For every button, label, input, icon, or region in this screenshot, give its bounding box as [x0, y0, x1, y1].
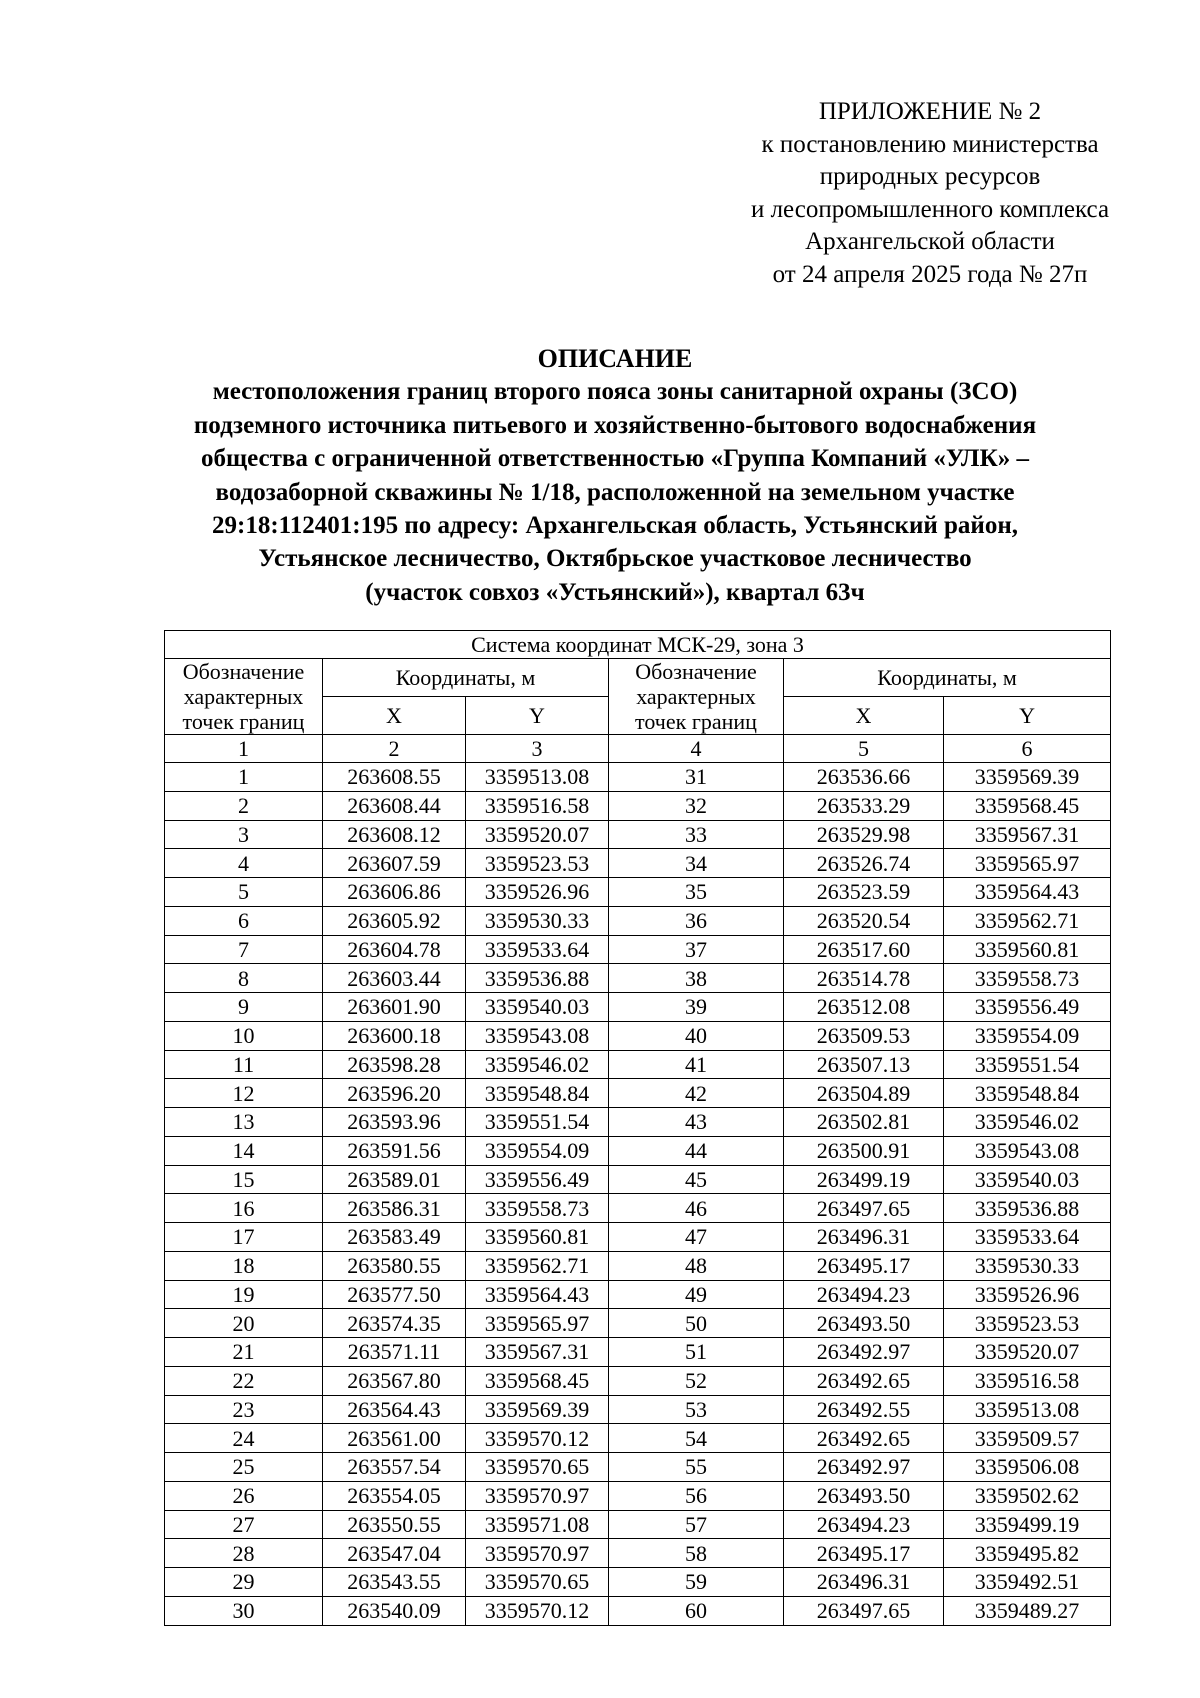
point-number-cell: 39 [609, 993, 784, 1022]
column-number-row [165, 735, 1111, 763]
x-coordinate-cell: 263495.17 [784, 1251, 944, 1280]
point-number-cell: 19 [165, 1280, 323, 1309]
y-coordinate-cell: 3359558.73 [466, 1194, 609, 1223]
point-number-cell: 34 [609, 849, 784, 878]
point-number-cell: 49 [609, 1280, 784, 1309]
x-coordinate-cell: 263492.97 [784, 1453, 944, 1482]
point-number-cell: 46 [609, 1194, 784, 1223]
x-coordinate-cell: 263497.65 [784, 1194, 944, 1223]
table-row [165, 906, 1111, 935]
table-row [165, 1338, 1111, 1367]
y-coordinate-cell: 3359523.53 [466, 849, 609, 878]
y-coordinate-cell: 3359530.33 [466, 906, 609, 935]
y-coordinate-cell: 3359506.08 [944, 1453, 1111, 1482]
appendix-header [700, 96, 1160, 292]
appendix-line: от 24 апреля 2025 года № 27п [772, 260, 1088, 288]
y-coordinate-cell: 3359499.19 [944, 1510, 1111, 1539]
x-coordinate-cell: 263494.23 [784, 1510, 944, 1539]
point-number-cell: 18 [165, 1251, 323, 1280]
x-coordinate-cell: 263557.54 [323, 1453, 466, 1482]
x-coordinate-cell: 263492.65 [784, 1424, 944, 1453]
point-number-cell: 10 [165, 1021, 323, 1050]
point-number-cell: 24 [165, 1424, 323, 1453]
x-coordinate-cell: 263495.17 [784, 1539, 944, 1568]
y-coordinate-cell: 3359570.97 [466, 1539, 609, 1568]
x-coordinate-cell: 263591.56 [323, 1136, 466, 1165]
table-row [165, 1223, 1111, 1252]
y-coordinate-cell: 3359560.81 [944, 935, 1111, 964]
point-number-cell: 28 [165, 1539, 323, 1568]
table-row [165, 1366, 1111, 1395]
point-number-cell: 8 [165, 964, 323, 993]
table-row [165, 1395, 1111, 1424]
table-row [165, 1539, 1111, 1568]
y-coordinate-cell: 3359562.71 [944, 906, 1111, 935]
point-number-cell: 40 [609, 1021, 784, 1050]
y-coordinate-cell: 3359495.82 [944, 1539, 1111, 1568]
y-coordinate-cell: 3359546.02 [944, 1108, 1111, 1137]
subtitle-line: (участок совхоз «Устьянский»), квартал 63ч [365, 578, 865, 606]
x-coordinate-cell: 263492.55 [784, 1395, 944, 1424]
y-coordinate-cell: 3359554.09 [466, 1136, 609, 1165]
y-coordinate-cell: 3359567.31 [944, 820, 1111, 849]
point-number-cell: 59 [609, 1568, 784, 1597]
x-coordinate-cell: 263492.97 [784, 1338, 944, 1367]
y-coordinate-cell: 3359543.08 [466, 1021, 609, 1050]
subtitle-line: водозаборной скважины № 1/18, расположенной на земельном участке [215, 478, 1015, 506]
y-coordinate-cell: 3359568.45 [944, 791, 1111, 820]
document-title-block [100, 342, 1130, 609]
point-number-cell: 5 [165, 878, 323, 907]
point-number-cell: 32 [609, 791, 784, 820]
point-number-cell: 53 [609, 1395, 784, 1424]
x-coordinate-cell: 263577.50 [323, 1280, 466, 1309]
y-coordinate-cell: 3359546.02 [466, 1050, 609, 1079]
y-coordinate-cell: 3359570.12 [466, 1596, 609, 1625]
point-number-cell: 20 [165, 1309, 323, 1338]
point-number-cell: 4 [165, 849, 323, 878]
subtitle-line: Устьянское лесничество, Октябрьское участковое лесничество [258, 545, 972, 573]
y-coordinate-cell: 3359556.49 [466, 1165, 609, 1194]
point-number-cell: 35 [609, 878, 784, 907]
y-coordinate-cell: 3359492.51 [944, 1568, 1111, 1597]
x-coordinate-cell: 263574.35 [323, 1309, 466, 1338]
point-number-cell: 16 [165, 1194, 323, 1223]
x-coordinate-cell: 263543.55 [323, 1568, 466, 1597]
y-coordinate-cell: 3359570.12 [466, 1424, 609, 1453]
x-coordinate-cell: 263608.44 [323, 791, 466, 820]
x-coordinate-cell: 263603.44 [323, 964, 466, 993]
y-coordinate-cell: 3359565.97 [466, 1309, 609, 1338]
point-number-cell: 15 [165, 1165, 323, 1194]
y-coordinate-cell: 3359523.53 [944, 1309, 1111, 1338]
x-coordinate-cell: 263540.09 [323, 1596, 466, 1625]
y-coordinate-cell: 3359533.64 [466, 935, 609, 964]
point-number-cell: 37 [609, 935, 784, 964]
x-coordinate-cell: 263507.13 [784, 1050, 944, 1079]
point-number-cell: 54 [609, 1424, 784, 1453]
x-coordinate-cell: 263496.31 [784, 1568, 944, 1597]
y-coordinate-cell: 3359540.03 [944, 1165, 1111, 1194]
point-number-cell: 17 [165, 1223, 323, 1252]
y-coordinate-cell: 3359551.54 [944, 1050, 1111, 1079]
point-number-cell: 36 [609, 906, 784, 935]
y-coordinate-cell: 3359558.73 [944, 964, 1111, 993]
x-coordinate-cell: 263593.96 [323, 1108, 466, 1137]
point-number-cell: 30 [165, 1596, 323, 1625]
column-number: 2 [323, 735, 466, 763]
table-header-row [165, 659, 1111, 697]
point-number-cell: 21 [165, 1338, 323, 1367]
x-coordinate-cell: 263502.81 [784, 1108, 944, 1137]
x-coordinate-cell: 263536.66 [784, 763, 944, 792]
subtitle-line: подземного источника питьевого и хозяйственно-бытового водоснабжения [193, 411, 1037, 439]
table-system-row [165, 631, 1111, 659]
appendix-line: к постановлению министерства [761, 130, 1099, 158]
coordinates-table [164, 630, 1111, 1626]
column-number: 3 [466, 735, 609, 763]
table-row [165, 791, 1111, 820]
y-coordinate-cell: 3359516.58 [944, 1366, 1111, 1395]
point-number-cell: 50 [609, 1309, 784, 1338]
x-coordinate-cell: 263497.65 [784, 1596, 944, 1625]
y-coordinate-cell: 3359568.45 [466, 1366, 609, 1395]
y-header: Y [944, 697, 1111, 735]
y-coordinate-cell: 3359536.88 [944, 1194, 1111, 1223]
table-row [165, 1050, 1111, 1079]
column-number: 6 [944, 735, 1111, 763]
x-coordinate-cell: 263596.20 [323, 1079, 466, 1108]
x-coordinate-cell: 263504.89 [784, 1079, 944, 1108]
table-row [165, 1280, 1111, 1309]
x-coordinate-cell: 263607.59 [323, 849, 466, 878]
x-header: X [784, 697, 944, 735]
subtitle-line: 29:18:112401:195 по адресу: Архангельская область, Устьянский район, [212, 512, 1018, 540]
x-coordinate-cell: 263509.53 [784, 1021, 944, 1050]
table-row [165, 1309, 1111, 1338]
y-coordinate-cell: 3359543.08 [944, 1136, 1111, 1165]
table-row [165, 878, 1111, 907]
table-row [165, 763, 1111, 792]
y-coordinate-cell: 3359571.08 [466, 1510, 609, 1539]
y-coordinate-cell: 3359540.03 [466, 993, 609, 1022]
x-coordinate-cell: 263547.04 [323, 1539, 466, 1568]
x-coordinate-cell: 263520.54 [784, 906, 944, 935]
x-coordinate-cell: 263514.78 [784, 964, 944, 993]
x-coordinate-cell: 263605.92 [323, 906, 466, 935]
table-row [165, 993, 1111, 1022]
y-coordinate-cell: 3359551.54 [466, 1108, 609, 1137]
x-coordinate-cell: 263586.31 [323, 1194, 466, 1223]
point-number-cell: 29 [165, 1568, 323, 1597]
x-coordinate-cell: 263606.86 [323, 878, 466, 907]
point-number-cell: 45 [609, 1165, 784, 1194]
y-coordinate-cell: 3359564.43 [944, 878, 1111, 907]
point-number-cell: 14 [165, 1136, 323, 1165]
point-number-cell: 12 [165, 1079, 323, 1108]
y-coordinate-cell: 3359570.65 [466, 1568, 609, 1597]
appendix-line: ПРИЛОЖЕНИЕ № 2 [818, 98, 1042, 125]
x-coordinate-cell: 263517.60 [784, 935, 944, 964]
coordinate-rows [165, 763, 1111, 1626]
y-coordinate-cell: 3359530.33 [944, 1251, 1111, 1280]
appendix-line: природных ресурсов [819, 163, 1041, 191]
table-row [165, 1510, 1111, 1539]
point-number-cell: 3 [165, 820, 323, 849]
point-number-cell: 43 [609, 1108, 784, 1137]
table-row [165, 1136, 1111, 1165]
x-coordinate-cell: 263554.05 [323, 1481, 466, 1510]
point-number-cell: 48 [609, 1251, 784, 1280]
y-coordinate-cell: 3359548.84 [466, 1079, 609, 1108]
table-row [165, 1251, 1111, 1280]
x-coordinate-cell: 263580.55 [323, 1251, 466, 1280]
x-coordinate-cell: 263500.91 [784, 1136, 944, 1165]
point-number-cell: 22 [165, 1366, 323, 1395]
subtitle-line: местоположения границ второго пояса зоны санитарной охраны (ЗСО) [212, 378, 1018, 406]
point-number-cell: 7 [165, 935, 323, 964]
coordinate-system-cell: Система координат МСК-29, зона 3 [165, 631, 1111, 659]
table-row [165, 849, 1111, 878]
y-coordinate-cell: 3359562.71 [466, 1251, 609, 1280]
point-number-cell: 31 [609, 763, 784, 792]
y-coordinate-cell: 3359560.81 [466, 1223, 609, 1252]
table-row [165, 820, 1111, 849]
point-number-cell: 13 [165, 1108, 323, 1137]
point-number-cell: 1 [165, 763, 323, 792]
point-number-cell: 9 [165, 993, 323, 1022]
x-coordinate-cell: 263496.31 [784, 1223, 944, 1252]
x-coordinate-cell: 263589.01 [323, 1165, 466, 1194]
table-row [165, 1108, 1111, 1137]
column-number: 5 [784, 735, 944, 763]
y-coordinate-cell: 3359526.96 [944, 1280, 1111, 1309]
x-coordinate-cell: 263523.59 [784, 878, 944, 907]
point-number-cell: 52 [609, 1366, 784, 1395]
y-coordinate-cell: 3359509.57 [944, 1424, 1111, 1453]
table-row [165, 1165, 1111, 1194]
y-coordinate-cell: 3359570.97 [466, 1481, 609, 1510]
table-row [165, 964, 1111, 993]
table-row [165, 935, 1111, 964]
x-coordinate-cell: 263561.00 [323, 1424, 466, 1453]
x-coordinate-cell: 263512.08 [784, 993, 944, 1022]
column-number: 4 [609, 735, 784, 763]
point-number-cell: 58 [609, 1539, 784, 1568]
y-coordinate-cell: 3359526.96 [466, 878, 609, 907]
y-coordinate-cell: 3359533.64 [944, 1223, 1111, 1252]
point-designation-header: Обозначение характерных точек границ [609, 659, 784, 735]
point-number-cell: 25 [165, 1453, 323, 1482]
x-coordinate-cell: 263564.43 [323, 1395, 466, 1424]
x-coordinate-cell: 263494.23 [784, 1280, 944, 1309]
point-number-cell: 47 [609, 1223, 784, 1252]
table-row [165, 1424, 1111, 1453]
y-coordinate-cell: 3359536.88 [466, 964, 609, 993]
subtitle-line: общества с ограниченной ответственностью «Группа Компаний «УЛК» – [201, 445, 1029, 473]
x-coordinate-cell: 263598.28 [323, 1050, 466, 1079]
y-coordinate-cell: 3359513.08 [466, 763, 609, 792]
x-coordinate-cell: 263608.55 [323, 763, 466, 792]
x-header: X [323, 697, 466, 735]
x-coordinate-cell: 263550.55 [323, 1510, 466, 1539]
point-number-cell: 2 [165, 791, 323, 820]
point-number-cell: 41 [609, 1050, 784, 1079]
point-number-cell: 56 [609, 1481, 784, 1510]
y-coordinate-cell: 3359489.27 [944, 1596, 1111, 1625]
point-number-cell: 57 [609, 1510, 784, 1539]
point-number-cell: 26 [165, 1481, 323, 1510]
y-coordinate-cell: 3359516.58 [466, 791, 609, 820]
table-row [165, 1079, 1111, 1108]
point-number-cell: 44 [609, 1136, 784, 1165]
x-coordinate-cell: 263526.74 [784, 849, 944, 878]
point-number-cell: 6 [165, 906, 323, 935]
table-row [165, 1596, 1111, 1625]
y-header: Y [466, 697, 609, 735]
y-coordinate-cell: 3359564.43 [466, 1280, 609, 1309]
point-number-cell: 60 [609, 1596, 784, 1625]
x-coordinate-cell: 263492.65 [784, 1366, 944, 1395]
y-coordinate-cell: 3359520.07 [466, 820, 609, 849]
y-coordinate-cell: 3359570.65 [466, 1453, 609, 1482]
coords-header: Координаты, м [323, 659, 609, 697]
y-coordinate-cell: 3359567.31 [466, 1338, 609, 1367]
x-coordinate-cell: 263583.49 [323, 1223, 466, 1252]
table-row [165, 1568, 1111, 1597]
y-coordinate-cell: 3359502.62 [944, 1481, 1111, 1510]
point-number-cell: 51 [609, 1338, 784, 1367]
point-number-cell: 27 [165, 1510, 323, 1539]
x-coordinate-cell: 263533.29 [784, 791, 944, 820]
y-coordinate-cell: 3359565.97 [944, 849, 1111, 878]
point-number-cell: 33 [609, 820, 784, 849]
x-coordinate-cell: 263601.90 [323, 993, 466, 1022]
point-number-cell: 38 [609, 964, 784, 993]
point-number-cell: 55 [609, 1453, 784, 1482]
table-row [165, 1481, 1111, 1510]
x-coordinate-cell: 263567.80 [323, 1366, 466, 1395]
y-coordinate-cell: 3359569.39 [944, 763, 1111, 792]
y-coordinate-cell: 3359569.39 [466, 1395, 609, 1424]
table-row [165, 1453, 1111, 1482]
appendix-line: Архангельской области [805, 228, 1055, 256]
x-coordinate-cell: 263493.50 [784, 1309, 944, 1338]
column-number: 1 [165, 735, 323, 763]
x-coordinate-cell: 263493.50 [784, 1481, 944, 1510]
point-number-cell: 42 [609, 1079, 784, 1108]
x-coordinate-cell: 263529.98 [784, 820, 944, 849]
y-coordinate-cell: 3359548.84 [944, 1079, 1111, 1108]
y-coordinate-cell: 3359520.07 [944, 1338, 1111, 1367]
point-number-cell: 23 [165, 1395, 323, 1424]
x-coordinate-cell: 263600.18 [323, 1021, 466, 1050]
appendix-line: и лесопромышленного комплекса [750, 195, 1110, 223]
table-row [165, 1194, 1111, 1223]
x-coordinate-cell: 263499.19 [784, 1165, 944, 1194]
table-row [165, 1021, 1111, 1050]
point-number-cell: 11 [165, 1050, 323, 1079]
coords-header: Координаты, м [784, 659, 1111, 697]
x-coordinate-cell: 263571.11 [323, 1338, 466, 1367]
y-coordinate-cell: 3359556.49 [944, 993, 1111, 1022]
document-title: ОПИСАНИЕ [537, 344, 693, 373]
point-designation-header: Обозначение характерных точек границ [165, 659, 323, 735]
y-coordinate-cell: 3359554.09 [944, 1021, 1111, 1050]
x-coordinate-cell: 263608.12 [323, 820, 466, 849]
y-coordinate-cell: 3359513.08 [944, 1395, 1111, 1424]
x-coordinate-cell: 263604.78 [323, 935, 466, 964]
